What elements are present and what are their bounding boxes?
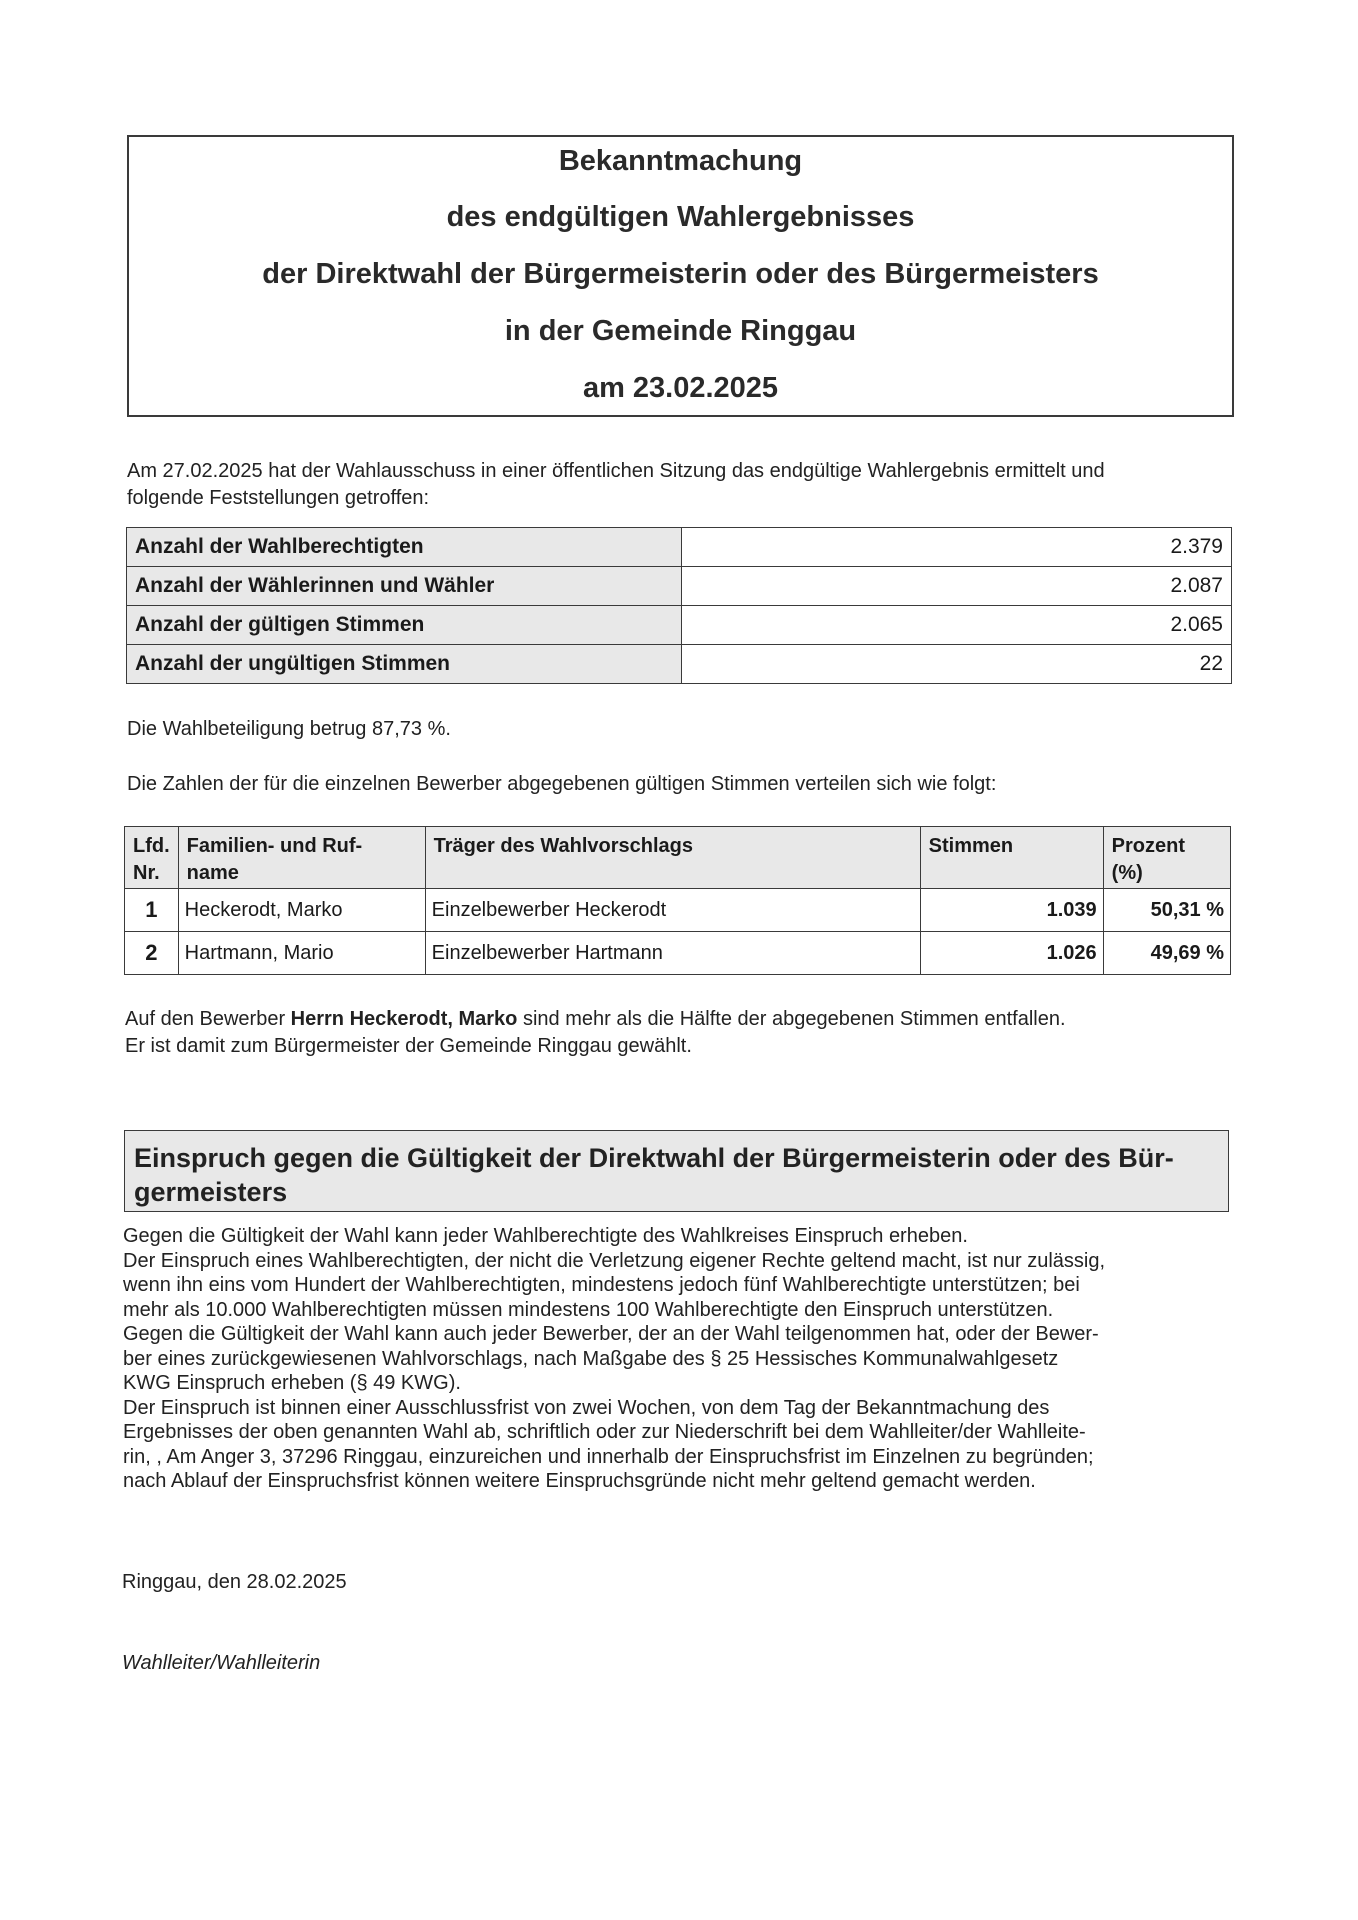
header-name (178, 827, 425, 889)
intro-paragraph (127, 458, 1247, 512)
objection-line: Gegen die Gültigkeit der Wahl kann jeder Wahlberechtigte des Wahlkreises Einspruch erheben. (123, 1225, 968, 1247)
title-line-2: des endgültigen Wahlergebnisses (446, 201, 915, 233)
result-text-post: sind mehr als die Hälfte der abgegebenen Stimmen entfallen. (517, 1008, 1066, 1030)
stats-table (126, 527, 1232, 684)
objection-line: mehr als 10.000 Wahlberechtigten müssen mindestens 100 Wahlberechtigte den Einspruch unterstützen. (123, 1298, 1054, 1321)
stat-label: Anzahl der Wahlberechtigten (127, 528, 682, 567)
header-votes: Stimmen (920, 827, 1103, 889)
table-row (127, 645, 1232, 684)
candidate-proposal: Einzelbewerber Heckerodt (425, 889, 920, 932)
candidate-nr: 1 (125, 889, 179, 932)
objection-heading-line-1: Einspruch gegen die Gültigkeit der Direktwahl der Bürgermeisterin oder des Bür- (134, 1143, 1174, 1173)
winner-name: Herrn Heckerodt, Marko (290, 1008, 518, 1030)
result-line-1 (125, 1006, 1245, 1033)
stat-value: 2.087 (682, 567, 1232, 606)
candidate-name: Heckerodt, Marko (178, 889, 425, 932)
header-name-line-1: Familien- und Ruf- (186, 835, 363, 857)
turnout-text: Die Wahlbeteiligung betrug 87,73 %. (127, 718, 451, 740)
stat-value: 2.379 (682, 528, 1232, 567)
objection-line: KWG Einspruch erheben (§ 49 KWG). (123, 1372, 461, 1394)
candidate-nr: 2 (125, 932, 179, 975)
stat-value: 22 (682, 645, 1232, 684)
objection-line: Der Einspruch eines Wahlberechtigten, der nicht die Verletzung eigener Rechte geltend macht, ist nur zulässig, (123, 1249, 1106, 1272)
table-row (125, 889, 1231, 932)
table-row (127, 528, 1232, 567)
objection-paragraph (123, 1224, 1253, 1494)
header-percent-line-1: Prozent (1111, 835, 1185, 857)
header-nr-line-1: Lfd. (133, 835, 170, 857)
header-proposal: Träger des Wahlvorschlags (425, 827, 920, 889)
candidate-percent: 49,69 % (1103, 932, 1230, 975)
candidate-votes: 1.026 (920, 932, 1103, 975)
stat-label: Anzahl der ungültigen Stimmen (127, 645, 682, 684)
objection-heading-line-2: germeisters (134, 1177, 288, 1207)
header-percent (1103, 827, 1230, 889)
table-row (127, 606, 1232, 645)
stat-value: 2.065 (682, 606, 1232, 645)
table-row (125, 932, 1231, 975)
result-text-pre: Auf den Bewerber (125, 1008, 291, 1030)
candidate-percent: 50,31 % (1103, 889, 1230, 932)
title-line-5: am 23.02.2025 (582, 372, 779, 404)
intro-line-2: folgende Feststellungen getroffen: (127, 487, 430, 509)
objection-line: Der Einspruch ist binnen einer Ausschlussfrist von zwei Wochen, von dem Tag der Bekanntmachung des (123, 1396, 1050, 1419)
stat-label: Anzahl der gültigen Stimmen (127, 606, 682, 645)
title-box (127, 135, 1234, 417)
title-line-4: in der Gemeinde Ringgau (504, 315, 857, 347)
objection-line: Gegen die Gültigkeit der Wahl kann auch jeder Bewerber, der an der Wahl teilgenommen hat, oder der Bewer- (123, 1323, 1099, 1345)
header-name-line-2: name (186, 862, 239, 884)
objection-heading-box (124, 1130, 1229, 1212)
place-date: Ringgau, den 28.02.2025 (122, 1571, 347, 1593)
objection-line: ber eines zurückgewiesenen Wahlvorschlags, nach Maßgabe des § 25 Hessisches Kommunalwahlgesetz (123, 1347, 1059, 1370)
candidates-table (124, 826, 1231, 975)
intro-line-1: Am 27.02.2025 hat der Wahlausschuss in einer öffentlichen Sitzung das endgültige Wahlergebnis ermittelt und (127, 460, 1105, 482)
title-line-1: Bekanntmachung (558, 145, 803, 177)
objection-line: wenn ihn eins vom Hundert der Wahlberechtigten, mindestens jedoch fünf Wahlberechtigte unterstützen; bei (123, 1274, 1080, 1296)
result-paragraph (125, 1006, 1245, 1060)
table-row (127, 567, 1232, 606)
objection-line: Ergebnisses der oben genannten Wahl ab, schriftlich oder zur Niederschrift bei dem Wahlleiter/der Wahlleite- (123, 1421, 1086, 1443)
header-nr-line-2: Nr. (133, 862, 160, 884)
signature-label: Wahlleiter/Wahlleiterin (122, 1652, 321, 1674)
title-line-3: der Direktwahl der Bürgermeisterin oder des Bürgermeisters (262, 258, 1099, 290)
result-line-2: Er ist damit zum Bürgermeister der Gemeinde Ringgau gewählt. (125, 1035, 692, 1057)
header-nr (125, 827, 179, 889)
candidate-name: Hartmann, Mario (178, 932, 425, 975)
header-percent-line-2: (%) (1111, 862, 1143, 884)
distribution-text: Die Zahlen der für die einzelnen Bewerber abgegebenen gültigen Stimmen verteilen sich wie folgt: (127, 773, 997, 795)
candidate-votes: 1.039 (920, 889, 1103, 932)
stat-label: Anzahl der Wählerinnen und Wähler (127, 567, 682, 606)
candidate-proposal: Einzelbewerber Hartmann (425, 932, 920, 975)
objection-line: nach Ablauf der Einspruchsfrist können weitere Einspruchsgründe nicht mehr geltend gemacht werden. (123, 1470, 1036, 1492)
objection-line: rin, , Am Anger 3, 37296 Ringgau, einzureichen und innerhalb der Einspruchsfrist im Einzelnen zu begründen; (123, 1445, 1094, 1468)
table-header-row (125, 827, 1231, 889)
